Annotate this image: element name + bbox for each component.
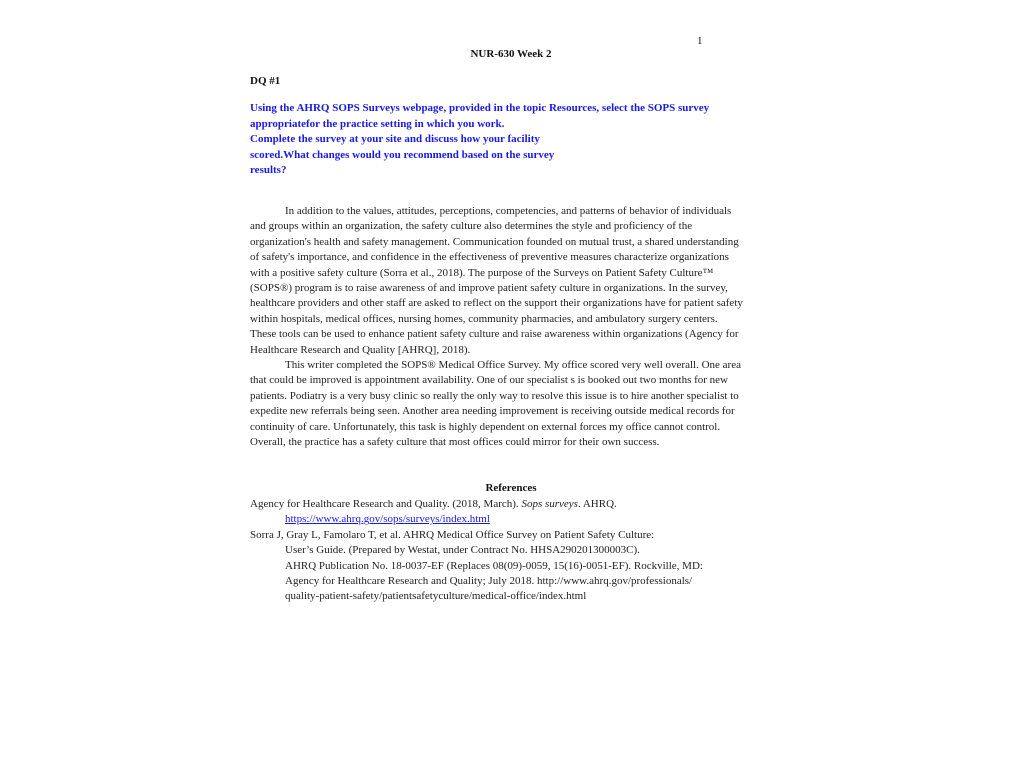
paragraph1-line: and groups within an organization, the safety culture also determines the style and proficiency of the bbox=[250, 220, 693, 233]
paragraph1-line: In addition to the values, attitudes, perceptions, competencies, and patterns of behavior of individuals bbox=[285, 205, 732, 217]
paragraph1-line: (SOPS®) program is to raise awareness of and improve patient safety culture in organizations. In the survey, bbox=[250, 282, 728, 295]
reference-1 bbox=[250, 497, 774, 512]
reference-1-url-line bbox=[250, 512, 774, 527]
reference-2-line: Sorra J, Gray L, Famolaro T, et al. AHRQ Medical Office Survey on Patient Safety Culture: bbox=[250, 528, 655, 541]
prompt-line: scored.What changes would you recommend based on the survey bbox=[250, 148, 555, 161]
prompt-line: Using the AHRQ SOPS Surveys webpage, provided in the topic Resources, select the SOPS survey bbox=[250, 102, 710, 114]
references-heading: References bbox=[485, 482, 537, 494]
reference-2-line: User’s Guide. (Prepared by Westat, under Contract No. HHSA290201300003C). bbox=[285, 544, 640, 557]
paragraph1-line: Healthcare Research and Quality [AHRQ], 2018). bbox=[250, 343, 471, 356]
document-title: NUR-630 Week 2 bbox=[470, 48, 552, 60]
reference-1-title: Sops surveys bbox=[521, 498, 578, 510]
page-number: 1 bbox=[697, 35, 703, 47]
reference-1-link[interactable]: https://www.ahrq.gov/sops/surveys/index.html bbox=[285, 513, 490, 526]
references-list bbox=[250, 497, 774, 605]
prompt-line: appropriatefor the practice setting in which you work. bbox=[250, 117, 505, 130]
paragraph2-line: Overall, the practice has a safety culture that most offices could mirror for their own success. bbox=[250, 436, 660, 449]
response-body bbox=[250, 204, 774, 451]
reference-2-line: AHRQ Publication No. 18-0037-EF (Replaces 08(09)-0059, 15(16)-0051-EF). Rockville, MD: bbox=[285, 559, 703, 572]
discussion-question-label: DQ #1 bbox=[250, 75, 281, 87]
reference-1-publisher: . AHRQ. bbox=[577, 498, 617, 510]
reference-1-authors: Agency for Healthcare Research and Quality. (2018, March). bbox=[250, 498, 522, 510]
paragraph2-line: continuity of care. Unfortunately, this task is highly dependent on external forces my office cannot control. bbox=[250, 420, 721, 433]
discussion-prompt bbox=[250, 101, 750, 179]
paragraph1-line: healthcare providers and other staff are asked to reflect on the support their organizations have for patient safety bbox=[250, 297, 743, 310]
paragraph2-line: expedite new referrals being seen. Another area needing improvement is receiving outside medical records for bbox=[250, 405, 735, 418]
paragraph1-line: within hospitals, medical offices, nursing homes, community pharmacies, and ambulatory surgery centers. bbox=[250, 312, 718, 325]
paragraph1-line: organization's health and safety management. Communication founded on mutual trust, a shared understanding bbox=[250, 235, 739, 248]
paragraph1-line: of safety's importance, and confidence in the effectiveness of preventive measures characterize organizations bbox=[250, 251, 729, 264]
paragraph1-line: These tools can be used to enhance patient safety culture and raise awareness within organizations (Agency for bbox=[250, 328, 739, 341]
paragraph1-line: with a positive safety culture (Sorra et al., 2018). The purpose of the Surveys on Patient Safety Culture™ bbox=[250, 266, 714, 279]
prompt-line: results? bbox=[250, 164, 287, 176]
paragraph2-line: that could be improved is appointment availability. One of our specialist s is booked out two months for new bbox=[250, 374, 729, 387]
paragraph2-line: patients. Podiatry is a very busy clinic so really the only way to resolve this issue is to hire another specialist to bbox=[250, 389, 739, 402]
reference-2-line: Agency for Healthcare Research and Quality; July 2018. http://www.ahrq.gov/professionals/ bbox=[285, 575, 693, 588]
paragraph2-line: This writer completed the SOPS® Medical Office Survey. My office scored very well overall. One area bbox=[285, 359, 741, 372]
prompt-line: Complete the survey at your site and discuss how your facility bbox=[250, 133, 540, 145]
reference-2-line: quality-patient-safety/patientsafetyculture/medical-office/index.html bbox=[285, 590, 587, 603]
